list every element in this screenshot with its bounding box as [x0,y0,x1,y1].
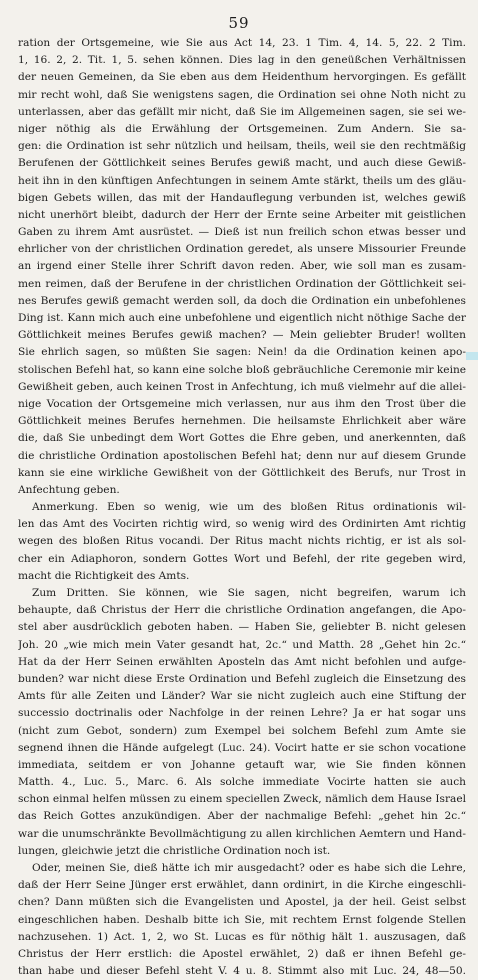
text-line: macht die Richtigkeit des Amts. [18,569,190,582]
text-line: an irgend einer Stelle ihrer Schrift davon reden. Aber, wie soll man es zusam- [18,260,466,273]
text-line: Gaben zu ihrem Amt ausrüstet. — Dieß ist nun freilich schon etwas besser und [18,226,466,239]
text-line: successio doctrinalis oder Nachfolge in der reinen Lehre? Ja er hat sogar uns [18,707,466,720]
text-line: Berufenen der Göttlichkeit seines Berufes gewiß macht, und auch diese Gewiß- [18,157,466,170]
text-line: (nicht zum Gebot, sondern) zum Exempel bei solchem Befehl zum Amte sie [18,724,466,737]
text-line: bunden? war nicht diese Erste Ordination und Befehl zugleich die Einsetzung des [18,672,466,685]
text-line: Amts für alle Zeiten und Länder? War sie nicht zugleich auch eine Stiftung der [18,690,466,703]
text-line: lungen, gleichwie jetzt die christliche Ordination noch ist. [18,844,331,857]
text-line: Gewißheit geben, auch keinen Trost in Anfechtung, ich muß vielmehr auf die allei- [18,380,466,393]
text-line: Hat da der Herr Seinen erwählten Aposteln das Amt nicht befohlen und aufge- [18,655,466,668]
text-line: niger nöthig als die Erwählung der Ortsgemeinen. Zum Andern. Sie sa- [18,122,466,135]
text-line: nige Vocation der Ortsgemeine mich verlassen, nur aus ihm den Trost über die [18,397,466,410]
text-line: Sie ehrlich sagen, so müßten Sie sagen: Nein! da die Ordination keinen apo- [18,346,466,359]
text-line: chen? Dann müßten sich die Evangelisten und Apostel, ja der heil. Geist selbst [18,896,466,909]
text-line: Oder, meinen Sie, dieß hätte ich mir ausgedacht? oder es habe sich die Lehre, [32,862,466,874]
text-line: nachzusehen. 1) Act. 1, 2, wo St. Lucas es für nöthig hält 1. auszusagen, daß [18,930,466,943]
text-line: ration der Ortsgemeine, wie Sie aus Act 14, 23. 1 Tim. 4, 14. 5, 22. 2 Tim. [18,37,466,49]
text-line: der neuen Gemeinen, da Sie eben aus dem Heidenthum hervorgingen. Es gefällt [18,71,466,84]
text-line: die, daß Sie unbedingt dem Wort Gottes die Ehre geben, und anerkennten, daß [18,432,466,445]
text-line: stel aber ausdrücklich geboten haben. — Haben Sie, geliebter B. nicht gelesen [18,621,466,634]
text-line: das Reich Gottes anzukündigen. Aber der nachmalige Befehl: „gehet hin 2c.“ [18,810,466,823]
text-line: than habe und dieser Befehl steht V. 4 u. 8. Stimmt also mit Luc. 24, 48—50. [18,965,466,978]
text-line: wegen des bloßen Ritus vocandi. Der Ritus macht nichts richtig, er ist als sol- [18,535,466,548]
text-line: war die unumschränkte Bevollmächtigung zu allen kirchlichen Aemtern und Hand- [18,827,466,840]
text-line: Matth. 4., Luc. 5., Marc. 6. Als solche immediate Vocirte hatten sie auch [18,776,466,789]
text-line: immediata, seitdem er von Johanne getauft war, wie Sie finden können [18,758,466,771]
text-line: behaupte, daß Christus der Herr die christliche Ordination angefangen, die Apo- [18,604,466,617]
text-line: segnend ihnen die Hände aufgelegt (Luc. 24). Vocirt hatte er sie schon vocatione [18,741,466,754]
text-line: kann sie eine wirkliche Gewißheit von der Göttlichkeit des Berufs, nur Trost in [18,466,466,479]
text-line: ehrlicher von der christlichen Ordination geredet, als unsere Missourier Freunde [18,243,466,256]
text-line: men reimen, daß der Berufene in der christlichen Ordination der Göttlichkeit sei- [18,277,466,290]
text-line: nicht unerhört bleibt, dadurch der Herr der Ernte seine Arbeiter mit geistlichen [18,208,466,221]
text-line: Ding ist. Kann mich auch eine unbefohlene und eigentlich nicht nöthige Sache der [18,312,466,324]
text-line: Göttlichkeit meines Berufes hernehmen. Die heilsamste Ehrlichkeit aber wäre [18,415,466,428]
text-line: daß der Herr Seine Jünger erst erwählet, dann ordinirt, in die Kirche eingeschli- [18,879,466,892]
text-line: cher ein Adiaphoron, sondern Gottes Wort und Befehl, der rite gegeben wird, [18,552,466,565]
text-line: heit ihn in den künftigen Anfechtungen in seinem Amte stärkt, theils um des gläu- [18,174,466,187]
text-line: eingeschlichen haben. Deshalb bitte ich Sie, mit rechtem Ernst folgende Stellen [18,913,466,926]
text-line: Anmerkung. Eben so wenig, wie um des bloßen Ritus ordinationis wil- [32,501,466,514]
text-line: 1, 16. 2, 2. Tit. 1, 5. sehen können. Dies lag in den geneüßchen Verhältnissen [18,54,466,67]
text-line: stolischen Befehl hat, so kann eine solche bloß gebräuchliche Ceremonie mir keine [18,363,466,376]
body-text [18,35,466,980]
text-line: gen: die Ordination ist sehr nützlich und heilsam, theils, weil sie den rechtmäßig [18,140,466,153]
text-line: Göttlichkeit meines Berufes gewiß machen? — Mein geliebter Bruder! wollten [18,329,466,342]
text-line: schon einmal helfen müssen zu einem speciellen Zweck, nämlich dem Hause Israel [18,793,466,806]
text-line: Christus der Herr erstlich: die Apostel erwählet, 2) daß er ihnen Befehl ge- [18,947,466,960]
margin-highlight-mark [466,352,478,360]
text-line: Anfechtung geben. [18,483,120,496]
text-line: len das Amt des Vocirten richtig wird, so wenig wird des Ordinirten Amt richtig [18,518,466,531]
page-number: 59 [228,14,250,32]
text-line: Joh. 20 „wie mich mein Vater gesandt hat, 2c.“ und Matth. 28 „Gehet hin 2c.“ [18,638,466,651]
text-line: mir recht wohl, daß Sie wenigstens sagen, die Ordination sei ohne Noth nicht zu [18,88,466,101]
text-line: bigen Gebets willen, das mit der Handauflegung verbunden ist, welches gewiß [18,191,466,204]
text-line: unterlassen, aber das gefällt mir nicht, daß Sie im Allgemeinen sagen, sie sei we- [18,105,466,118]
text-line: Zum Dritten. Sie können, wie Sie sagen, nicht begreifen, warum ich [32,587,466,599]
text-line: nes Berufes gewiß gemacht werden soll, da doch die Ordination ein unbefohlenes [18,294,466,307]
text-line: die christliche Ordination apostolischen Befehl hat; denn nur auf diesem Grunde [18,449,466,462]
